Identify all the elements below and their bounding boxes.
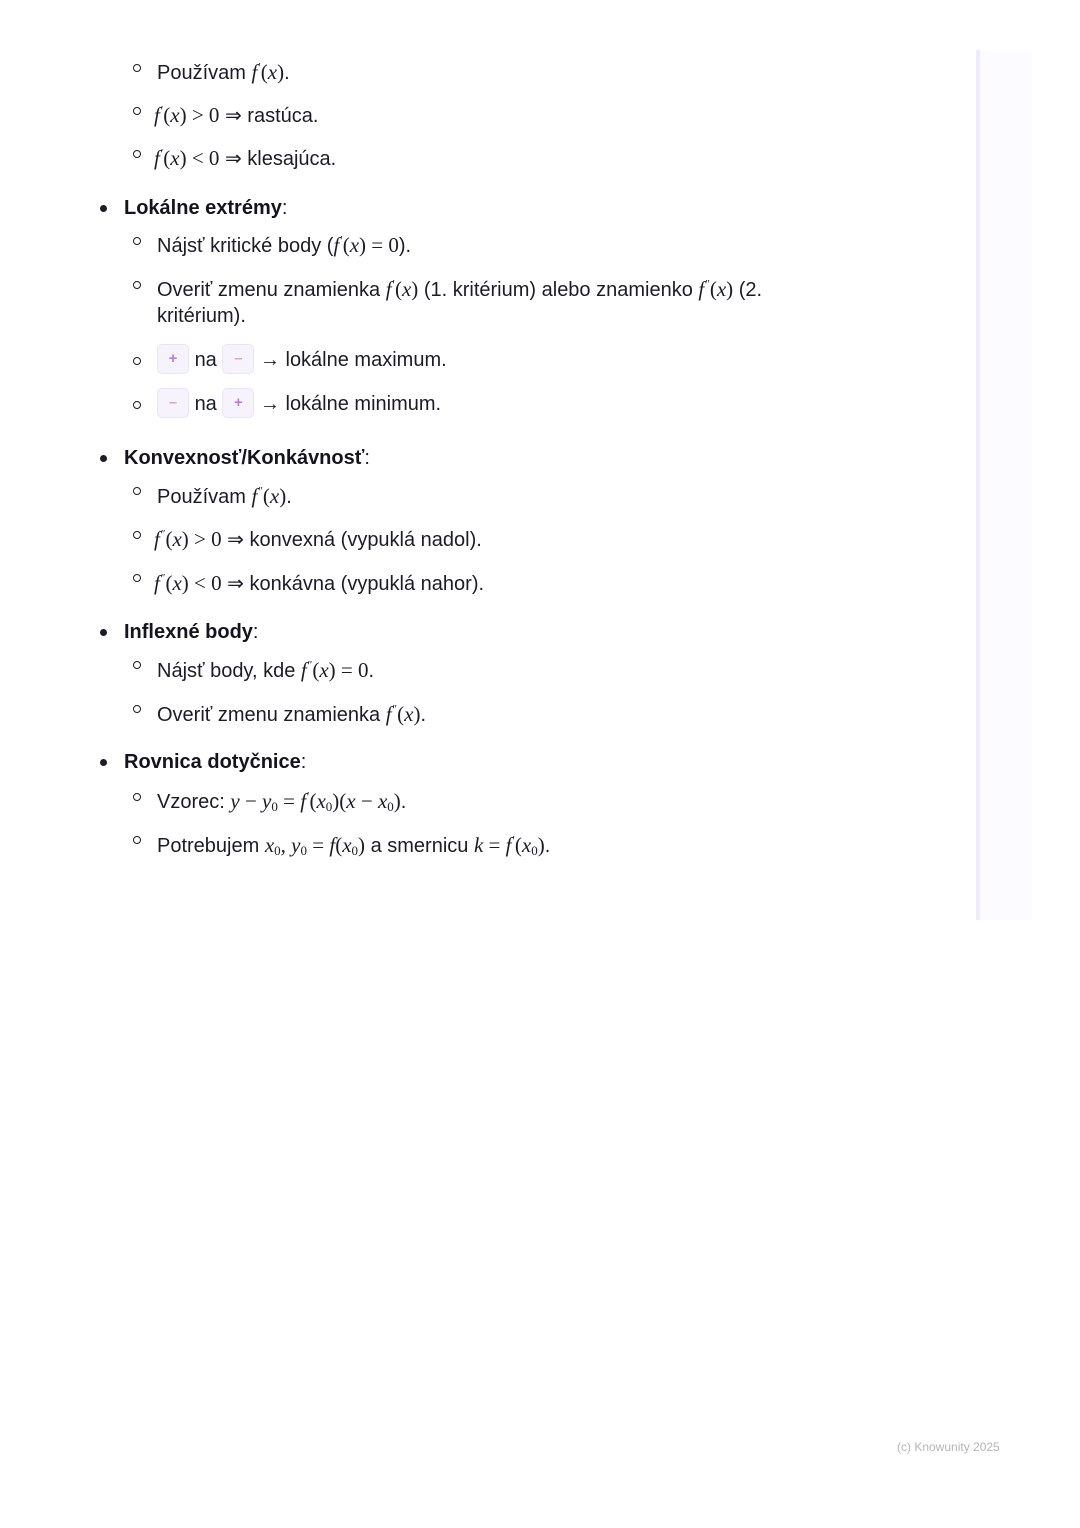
hollow-bullet-icon (133, 531, 141, 539)
side-panel (976, 50, 1032, 920)
hollow-bullet-icon (133, 661, 141, 669)
item-text: . (420, 704, 427, 726)
item-text: Overiť zmenu znamienka (157, 279, 386, 301)
math-expression: f″(x) (251, 484, 287, 508)
item-text: a smernicu (365, 835, 474, 857)
math-expression: f″(x) < 0 (154, 571, 222, 595)
math-expression: f″(x) > 0 (154, 527, 222, 551)
math-expression: f′(x) = 0 (333, 233, 399, 257)
hollow-bullet-icon (133, 237, 141, 245)
hollow-bullet-icon (133, 357, 141, 365)
item-text: ⇒ konkávna (vypuklá nahor). (221, 573, 485, 595)
item-text: ⇒ klesajúca. (219, 148, 337, 170)
list-item (157, 475, 292, 513)
section-heading: Inflexné body: (124, 621, 259, 643)
list-item (154, 518, 482, 556)
hollow-bullet-icon (133, 487, 141, 495)
hollow-bullet-icon (133, 705, 141, 713)
list-item-continuation: kritérium). (157, 305, 246, 327)
item-text: Nájsť kritické body ( (157, 235, 334, 257)
section-heading: Rovnica dotyčnice: (124, 751, 307, 773)
math-expression: f″(x) (698, 277, 734, 301)
list-item (157, 388, 441, 420)
copyright-footer: (c) Knowunity 2025 (897, 1440, 1000, 1454)
hollow-bullet-icon (133, 150, 141, 158)
item-text: → lokálne maximum. (259, 349, 447, 371)
list-item (154, 94, 318, 132)
list-item (154, 137, 336, 175)
item-text: Používam (157, 486, 252, 508)
section-heading: Konvexnosť/Konkávnosť: (124, 447, 370, 469)
list-item (157, 824, 550, 867)
list-item (157, 344, 447, 376)
math-expression: f′(x) (385, 277, 419, 301)
bullet-icon (100, 759, 107, 766)
item-text: (1. kritérium) alebo znamienko (418, 279, 699, 301)
hollow-bullet-icon (133, 401, 141, 409)
list-item (157, 780, 406, 823)
item-text: Nájsť body, kde (157, 660, 301, 682)
item-text: . (284, 62, 290, 84)
item-text: . (544, 835, 551, 857)
math-expression: f′(x) > 0 (154, 103, 220, 127)
hollow-bullet-icon (133, 107, 141, 115)
plus-sign-chip: + (222, 388, 254, 418)
item-text: . (286, 486, 292, 508)
list-item (157, 224, 411, 262)
item-text: ⇒ rastúca. (219, 105, 319, 127)
item-text: ⇒ konvexná (vypuklá nadol). (221, 529, 482, 551)
math-expression: f″(x) = 0 (300, 658, 369, 682)
bullet-icon (100, 455, 107, 462)
item-text: (2. (733, 279, 763, 301)
item-text: Potrebujem (157, 835, 265, 857)
item-text: ). (398, 235, 412, 257)
plus-sign-chip: + (157, 344, 189, 374)
math-expression: f′(x) < 0 (154, 146, 220, 170)
math-expression: $k = f'(x_0)$ (473, 833, 545, 858)
hollow-bullet-icon (133, 793, 141, 801)
math-expression: $y - y_0 = f'(x_0)(x - x_0)$ (230, 789, 401, 814)
hollow-bullet-icon (133, 281, 141, 289)
item-text: . (368, 660, 375, 682)
item-text: Vzorec: (157, 791, 231, 813)
minus-sign-chip: – (222, 344, 254, 374)
item-text: Používam (157, 62, 252, 84)
section-heading: Lokálne extrémy: (124, 197, 288, 219)
item-text: na (194, 349, 217, 371)
list-item (154, 562, 484, 600)
bullet-icon (100, 629, 107, 636)
bullet-icon (100, 205, 107, 212)
list-item (157, 649, 374, 687)
math-expression: f′(x) (251, 60, 285, 84)
hollow-bullet-icon (133, 836, 141, 844)
math-expression: f″(x) (385, 702, 421, 726)
math-expression: $x_0$, $y_0 = f(x_0)$ (264, 833, 366, 858)
list-item (157, 268, 762, 306)
item-text: Overiť zmenu znamienka (157, 704, 386, 726)
hollow-bullet-icon (133, 64, 141, 72)
list-item (157, 693, 426, 731)
item-text: → lokálne minimum. (259, 393, 442, 415)
item-text: na (194, 393, 217, 415)
item-text: . (400, 791, 407, 813)
hollow-bullet-icon (133, 574, 141, 582)
minus-sign-chip: – (157, 388, 189, 418)
list-item (157, 51, 290, 89)
